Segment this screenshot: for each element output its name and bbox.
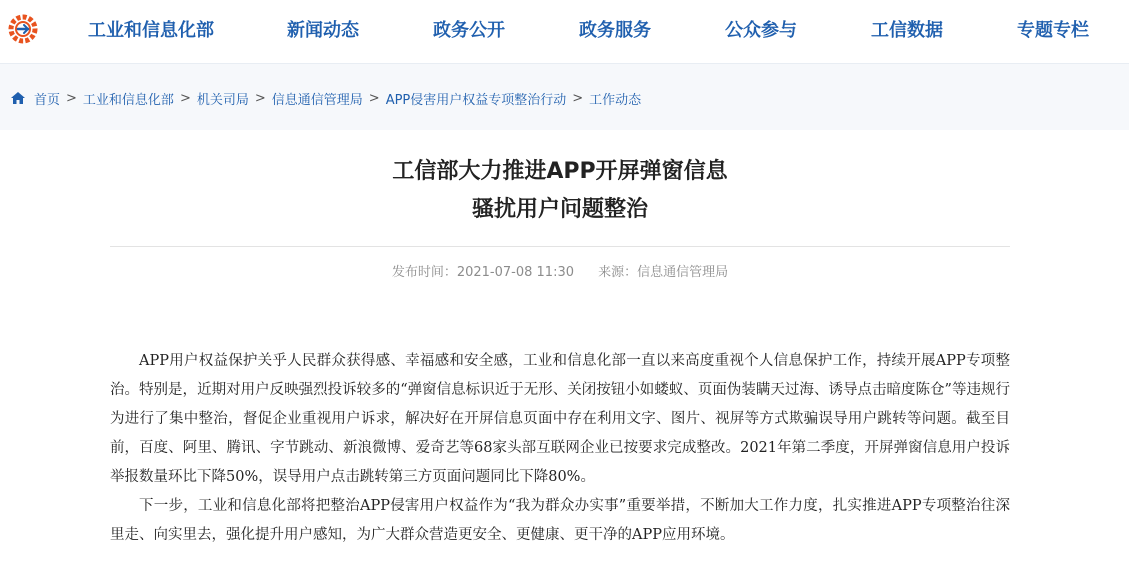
breadcrumb-departments[interactable]: 机关司局 [196, 92, 249, 108]
nav-item-special-topics[interactable]: 专题专栏 [1017, 20, 1089, 41]
title-divider [110, 246, 1010, 247]
article-body [110, 347, 1010, 550]
article-source: 来源：信息通信管理局 [598, 265, 729, 280]
article-paragraph: 下一步，工业和信息化部将把整治APP侵害用户权益作为“我为群众办实事”重要举措，不断加大工作力度，扎实推进APP专项整治往深里走、向实里去，强化提升用户感知，为广大群众营造更安全、更健康、更干净的APP应用环境。 [110, 498, 1010, 543]
top-header [0, 0, 1129, 64]
publish-time: 发布时间：2021-07-08 11:30 [391, 265, 574, 280]
home-icon[interactable] [10, 91, 26, 105]
breadcrumb-separator: > [179, 90, 191, 106]
breadcrumb-separator: > [254, 90, 266, 106]
breadcrumb [10, 89, 641, 107]
breadcrumb-app-campaign[interactable]: APP侵害用户权益专项整治行动 [385, 92, 567, 108]
article-title-line-2: 骚扰用户问题整治 [471, 197, 648, 222]
breadcrumb-info-comm-bureau[interactable]: 信息通信管理局 [271, 92, 363, 108]
breadcrumb-miit[interactable]: 工业和信息化部 [82, 92, 174, 108]
nav-item-public-participation[interactable]: 公众参与 [725, 20, 797, 41]
breadcrumb-separator: > [572, 90, 584, 106]
article-paragraph: APP用户权益保护关乎人民群众获得感、幸福感和安全感，工业和信息化部一直以来高度重视个人信息保护工作，持续开展APP专项整治。特别是，近期对用户反映强烈投诉较多的“弹窗信息标识近于无形、关闭按钮小如蝼蚁、页面伪装瞒天过海、诱导点击暗度陈仓”等违规行为进行了集中整治，督促企业重视用户诉求，解决好在开屏信息页面中存在利用文字、图片、视屏等方式欺骗误导用户跳转等问题。截至目前，百度、阿里、腾讯、字节跳动、新浪微博、爱奇艺等68家头部互联网企业已按要求完成整改。2021年第二季度，开屏弹窗信息用户投诉举报数量环比下降50%，误导用户点击跳转第三方页面问题同比下降80%。 [110, 353, 1010, 485]
nav-item-gov-service[interactable]: 政务服务 [579, 20, 651, 41]
miit-logo-icon[interactable] [8, 14, 38, 44]
article-title-line-1: 工信部大力推进APP开屏弹窗信息 [392, 159, 728, 184]
nav-item-miit[interactable]: 工业和信息化部 [88, 20, 214, 41]
breadcrumb-separator: > [66, 90, 77, 106]
nav-item-news[interactable]: 新闻动态 [287, 20, 359, 41]
breadcrumb-separator: > [368, 90, 380, 106]
breadcrumb-work-news[interactable]: 工作动态 [589, 92, 642, 108]
breadcrumb-home[interactable]: 首页 [34, 92, 61, 108]
article-meta [110, 264, 1010, 282]
nav-item-gov-open[interactable]: 政务公开 [433, 20, 505, 41]
nav-item-data[interactable]: 工信数据 [871, 20, 943, 41]
